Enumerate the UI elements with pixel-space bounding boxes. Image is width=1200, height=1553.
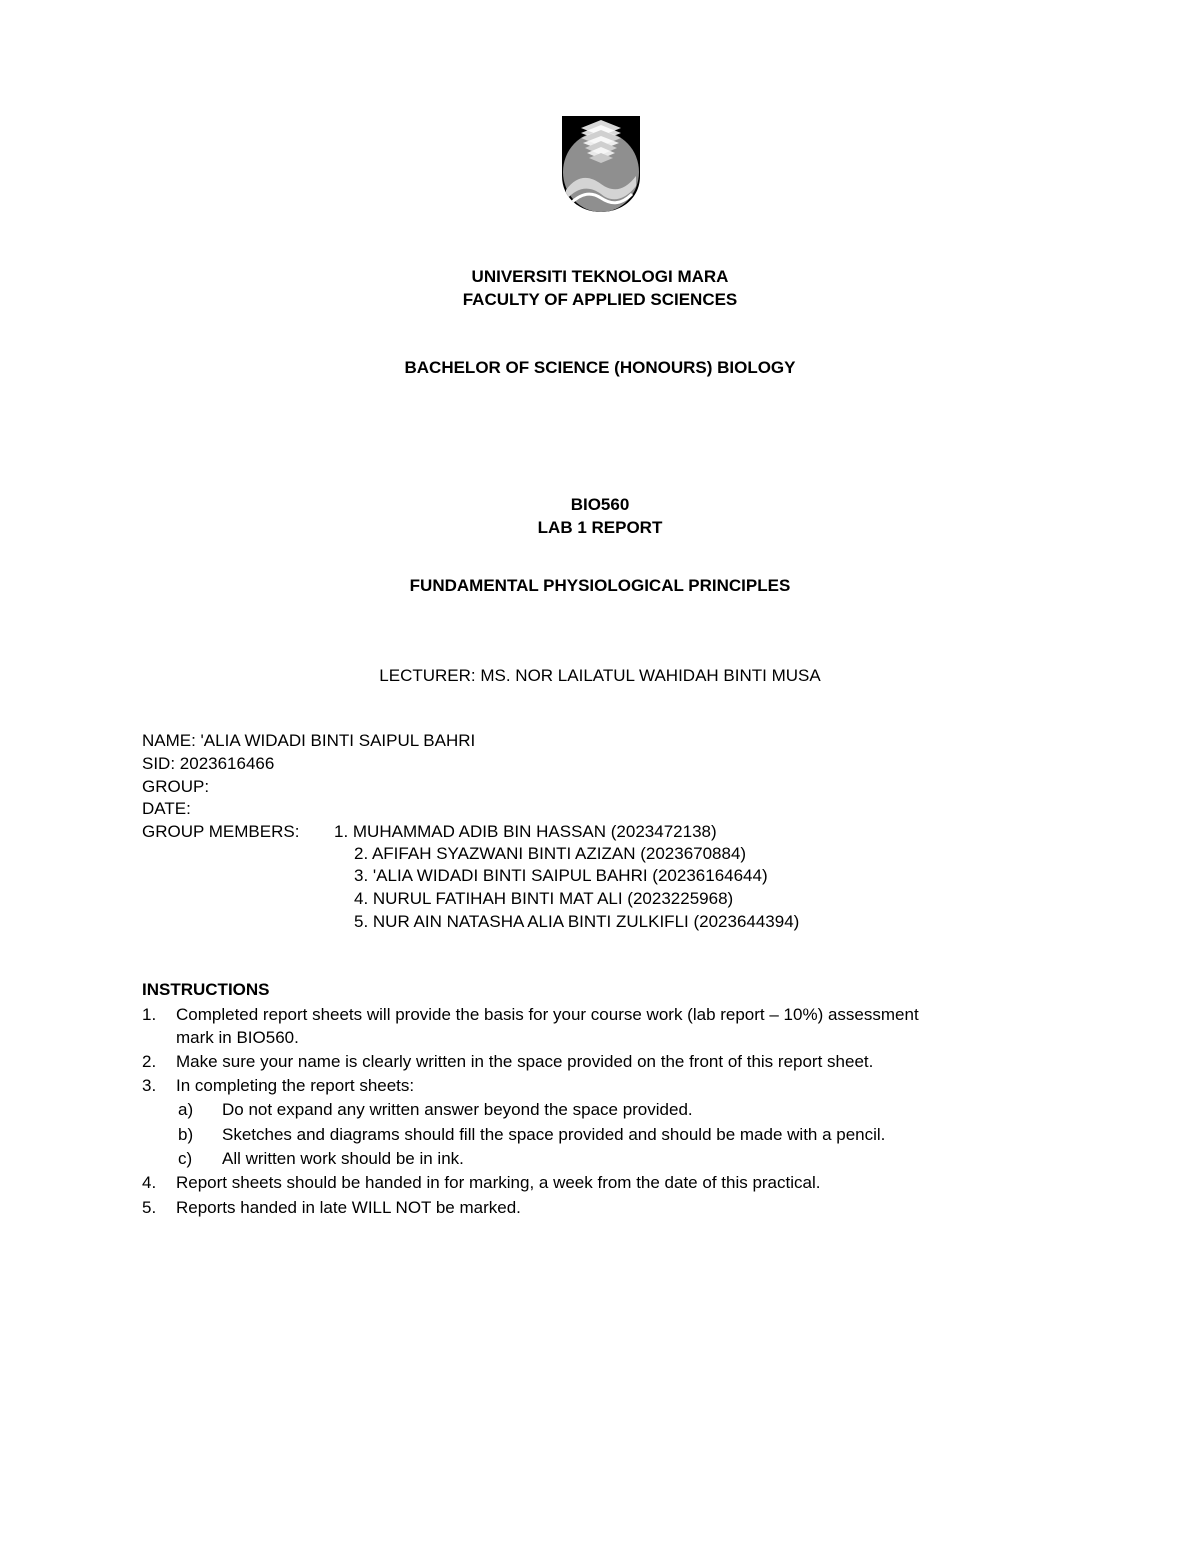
instruction-text: Make sure your name is clearly written in the space provided on the front of this report sheet. <box>176 1052 874 1071</box>
instructions-heading: INSTRUCTIONS <box>142 980 270 999</box>
course-code: BIO560 <box>570 495 630 514</box>
lecturer-line: LECTURER: MS. NOR LAILATUL WAHIDAH BINTI MUSA <box>379 666 821 685</box>
faculty-name: FACULTY OF APPLIED SCIENCES <box>462 290 738 309</box>
student-id: SID: 2023616466 <box>142 754 275 773</box>
university-name: UNIVERSITI TEKNOLOGI MARA <box>471 267 729 286</box>
group-member-5: 5. NUR AIN NATASHA ALIA BINTI ZULKIFLI (2023644394) <box>354 912 800 931</box>
uitm-crest-icon <box>560 114 642 214</box>
group-member-4: 4. NURUL FATIHAH BINTI MAT ALI (2023225968) <box>354 889 734 908</box>
instruction-sub-text: Sketches and diagrams should fill the space provided and should be made with a pencil. <box>222 1125 886 1144</box>
instruction-sub-letter: b) <box>178 1125 194 1144</box>
instruction-text: Reports handed in late WILL NOT be marked. <box>176 1198 521 1217</box>
group-members-label: GROUP MEMBERS: <box>142 822 300 841</box>
group-member-3: 3. 'ALIA WIDADI BINTI SAIPUL BAHRI (20236164644) <box>354 866 768 885</box>
report-title: LAB 1 REPORT <box>537 518 663 537</box>
instruction-text: In completing the report sheets: <box>176 1076 415 1095</box>
instruction-sub-text: All written work should be in ink. <box>222 1149 464 1168</box>
instruction-sub-text: Do not expand any written answer beyond the space provided. <box>222 1100 693 1119</box>
group-member-1: 1. MUHAMMAD ADIB BIN HASSAN (2023472138) <box>334 822 717 841</box>
report-topic: FUNDAMENTAL PHYSIOLOGICAL PRINCIPLES <box>409 576 791 595</box>
instruction-number: 1. <box>142 1005 157 1024</box>
instruction-sub-letter: c) <box>178 1149 193 1168</box>
instruction-sub-letter: a) <box>178 1100 194 1119</box>
instruction-number: 3. <box>142 1076 157 1095</box>
report-date: DATE: <box>142 799 191 818</box>
student-group: GROUP: <box>142 777 210 796</box>
programme-name: BACHELOR OF SCIENCE (HONOURS) BIOLOGY <box>404 358 796 377</box>
student-name: NAME: 'ALIA WIDADI BINTI SAIPUL BAHRI <box>142 731 476 750</box>
group-member-2: 2. AFIFAH SYAZWANI BINTI AZIZAN (2023670884) <box>354 844 747 863</box>
instruction-text: mark in BIO560. <box>176 1028 299 1047</box>
instruction-number: 5. <box>142 1198 157 1217</box>
instruction-number: 4. <box>142 1173 157 1192</box>
instruction-number: 2. <box>142 1052 157 1071</box>
instruction-text: Report sheets should be handed in for marking, a week from the date of this practical. <box>176 1173 821 1192</box>
instruction-text: Completed report sheets will provide the basis for your course work (lab report – 10%) assessment <box>176 1005 919 1024</box>
